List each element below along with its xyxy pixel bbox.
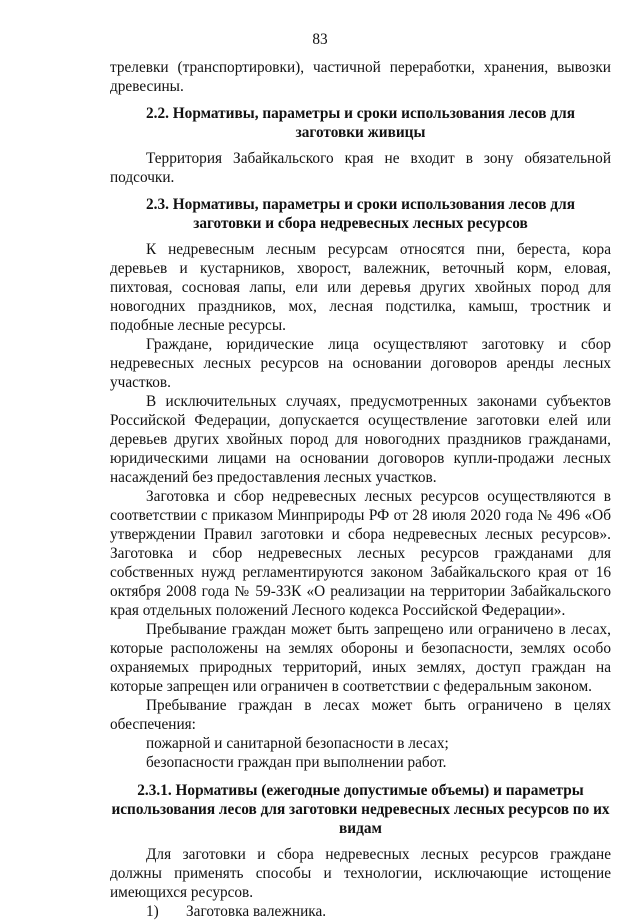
paragraph: Заготовка и сбор недревесных лесных ресурсов осуществляются в соответствии с приказом Минприроды РФ от 28 июля 2020 года № 496 «Об утверждении Правил заготовки и сбора недревесных лесных ресурсов». Заготовка и сбор недревесных лесных ресурсов гражданами для собственных нужд регламентируются законом Забайкальского края от 16 октября 2008 года № 59-ЗЗК «О реализации на территории Забайкальского края отдельных положений Лесного кодекса Российской Федерации». xyxy=(110,488,611,619)
document-body xyxy=(110,58,611,921)
paragraph: Пребывание граждан может быть запрещено или ограничено в лесах, которые расположены на землях обороны и безопасности, землях особо охраняемых природных территорий, иных землях, доступ граждан на которые запрещен или ограничен в соответствии с федеральным законом. xyxy=(110,621,611,695)
section-heading: 2.2. Нормативы, параметры и сроки использования лесов для заготовки живицы xyxy=(146,105,575,141)
list-item: безопасности граждан при выполнении работ. xyxy=(146,754,447,771)
subsection-heading: 2.3.1. Нормативы (ежегодные допустимые объемы) и параметры использования лесов для заготовки недревесных лесных ресурсов по их видам xyxy=(111,782,610,837)
paragraph: Пребывание граждан в лесах может быть ограничено в целях обеспечения: xyxy=(110,697,611,733)
paragraph: Территория Забайкальского края не входит в зону обязательной подсочки. xyxy=(110,150,611,186)
page-number: 83 xyxy=(312,31,328,48)
list-item: пожарной и санитарной безопасности в лесах; xyxy=(146,735,449,752)
paragraph: Граждане, юридические лица осуществляют заготовку и сбор недревесных лесных ресурсов на основании договоров аренды лесных участков. xyxy=(110,336,611,391)
paragraph: трелевки (транспортировки), частичной переработки, хранения, вывозки древесины. xyxy=(110,59,611,95)
paragraph: В исключительных случаях, предусмотренных законами субъектов Российской Федерации, допускается осуществление заготовки елей или деревьев других хвойных пород для новогодних праздников гражданами, юридическими лицами на основании договоров купли-продажи лесных насаждений без предоставления лесных участков. xyxy=(110,393,611,486)
numbered-item xyxy=(110,902,611,921)
item-text: Заготовка валежника. xyxy=(186,903,327,920)
section-heading: 2.3. Нормативы, параметры и сроки использования лесов для заготовки и сбора недревесных лесных ресурсов xyxy=(146,196,575,232)
paragraph: Для заготовки и сбора недревесных лесных ресурсов граждане должны применять способы и технологии, исключающие истощение имеющихся ресурсов. xyxy=(110,846,611,901)
item-number: 1) xyxy=(146,903,159,920)
paragraph: К недревесным лесным ресурсам относятся пни, береста, кора деревьев и кустарников, хворост, валежник, веточный корм, еловая, пихтовая, сосновая лапы, ели или деревья других хвойных пород для новогодних праздников, мох, лесная подстилка, камыш, тростник и подобные лесные ресурсы. xyxy=(110,241,611,334)
